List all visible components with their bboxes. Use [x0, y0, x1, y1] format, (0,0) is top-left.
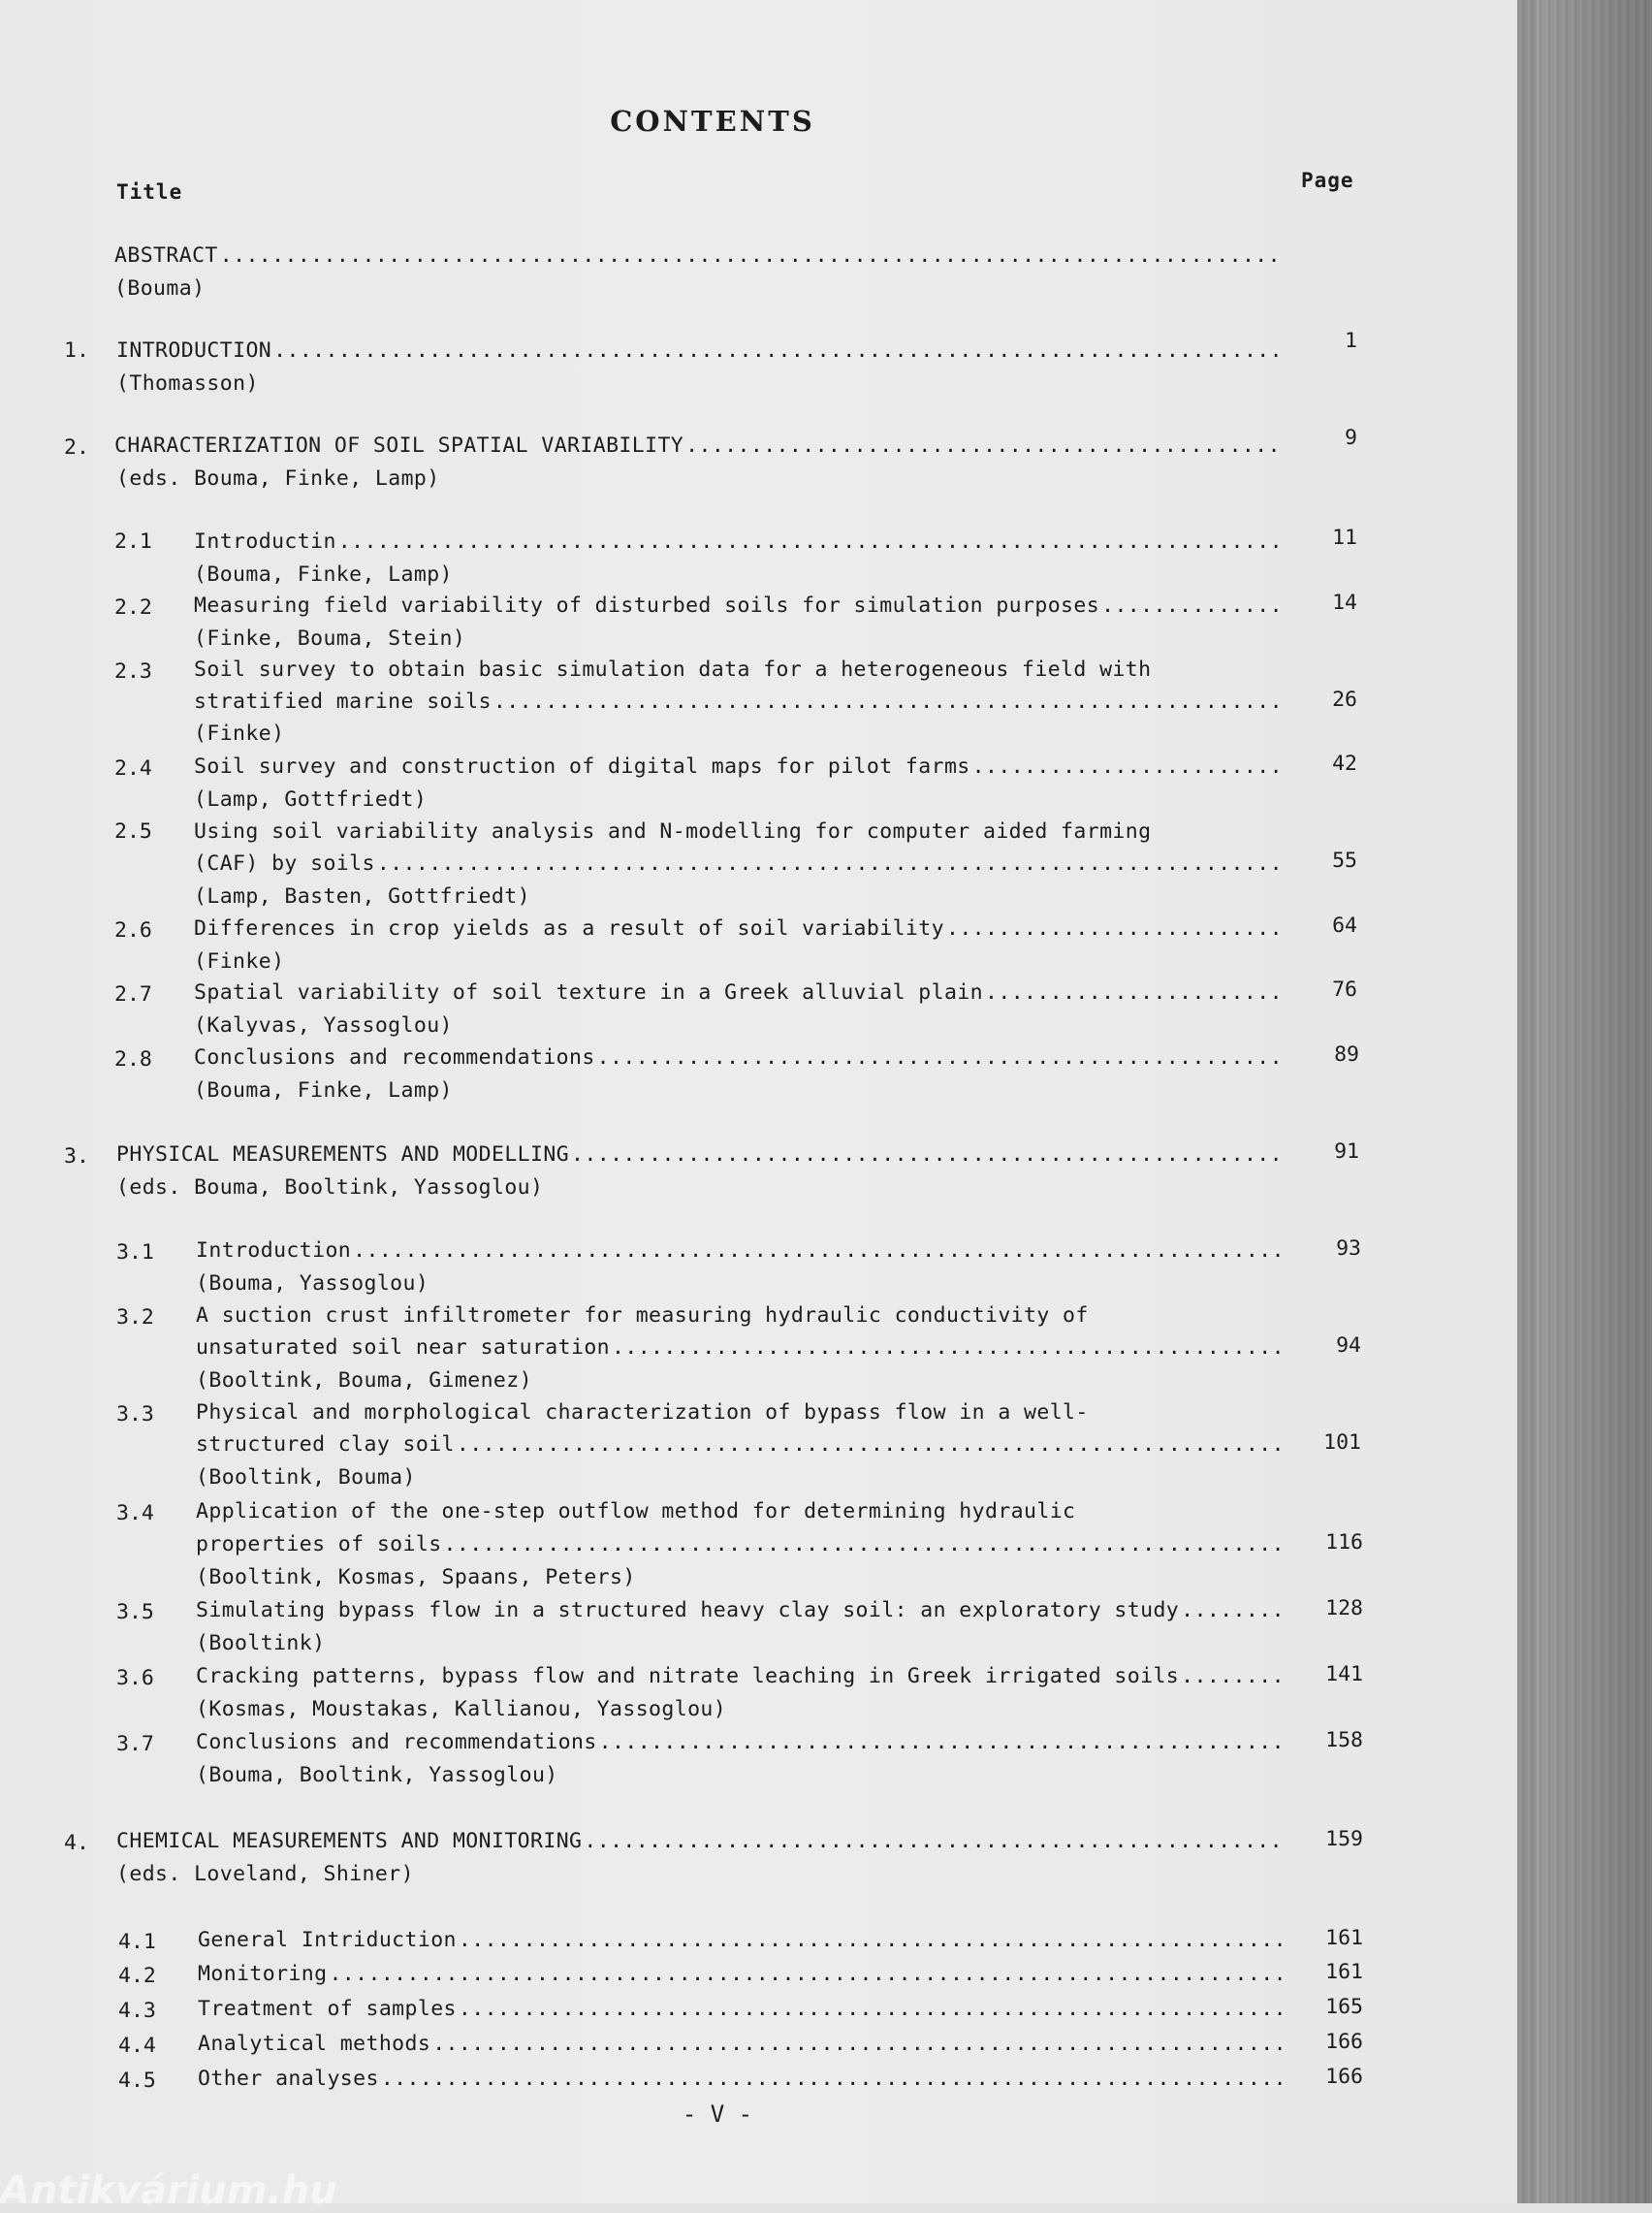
toc-entry-2-8: Conclusions and recommendations ..... — [194, 1045, 1282, 1070]
toc-number: 2.8 — [114, 1047, 152, 1072]
toc-title-line: Application of the one-step outflow method for determining hydraulic — [196, 1499, 1076, 1523]
toc-page: 141 — [1325, 1662, 1363, 1686]
toc-page: 94 — [1336, 1333, 1361, 1358]
toc-entry-2-3: stratified marine soils ..... — [194, 690, 1280, 714]
toc-entry-2-1: Introductin ..... — [194, 529, 1280, 554]
toc-number: 3.2 — [116, 1305, 154, 1330]
toc-number: 2.6 — [114, 918, 152, 943]
toc-page: 93 — [1336, 1236, 1361, 1261]
toc-number: 2.3 — [114, 659, 152, 684]
toc-number: 2.1 — [114, 529, 152, 554]
toc-number: 2.4 — [114, 756, 152, 781]
toc-number: 3.4 — [116, 1501, 154, 1525]
toc-entry-3-5: Simulating bypass flow in a structured heavy clay soil: an exploratory study ..... — [196, 1598, 1286, 1622]
toc-page: 128 — [1325, 1596, 1363, 1620]
toc-entry-4-4: Analytical methods ..... — [198, 2032, 1287, 2056]
watermark: Antikvárium.hu — [0, 2168, 337, 2213]
toc-entry-3-3: structured clay soil ..... — [196, 1432, 1284, 1457]
toc-page: 91 — [1334, 1139, 1359, 1164]
toc-author: (Lamp, Gottfriedt) — [194, 787, 428, 812]
toc-entry-4-2: Monitoring ..... — [198, 1962, 1287, 1986]
toc-title-line: Soil survey to obtain basic simulation data for a heterogeneous field with — [194, 657, 1152, 682]
column-header-page: Page — [1301, 169, 1354, 192]
toc-page: 158 — [1325, 1728, 1363, 1752]
toc-page: 14 — [1332, 591, 1357, 615]
toc-author: (Booltink) — [196, 1631, 326, 1655]
toc-entry-2-6: Differences in crop yields as a result of soil variability ..... — [194, 916, 1280, 941]
toc-number: 4.3 — [118, 1999, 156, 2023]
toc-title-line: A suction crust infiltrometer for measuring hydraulic conductivity of — [196, 1303, 1089, 1328]
column-header-title: Title — [116, 180, 183, 204]
toc-entry-section-4: CHEMICAL MEASUREMENTS AND MONITORING ..... — [116, 1829, 1286, 1853]
toc-author: (Finke, Bouma, Stein) — [194, 626, 466, 651]
toc-entry-3-7: Conclusions and recommendations ..... — [196, 1730, 1286, 1754]
toc-number: 3.3 — [116, 1402, 154, 1427]
toc-number: 4.2 — [118, 1964, 156, 1988]
toc-author: (Finke) — [194, 722, 285, 746]
page-title: CONTENTS — [610, 105, 815, 138]
toc-number: 2.7 — [114, 982, 152, 1007]
toc-author: (Finke) — [194, 949, 285, 974]
toc-entry-2-5: (CAF) by soils ..... — [194, 851, 1280, 876]
toc-number: 4.1 — [118, 1930, 156, 1954]
toc-page: 42 — [1332, 752, 1357, 776]
toc-page: 161 — [1325, 1926, 1363, 1950]
toc-page: 166 — [1325, 2030, 1363, 2054]
toc-number: 2.2 — [114, 595, 152, 620]
toc-entry-2-7: Spatial variability of soil texture in a Greek alluvial plain ..... — [194, 980, 1280, 1005]
toc-entry-3-6: Cracking patterns, bypass flow and nitrate leaching in Greek irrigated soils ..... — [196, 1664, 1286, 1688]
toc-number: 4.4 — [118, 2034, 156, 2058]
toc-author: (Booltink, Bouma, Gimenez) — [196, 1368, 532, 1393]
toc-page: 55 — [1332, 849, 1357, 873]
toc-number: 3. — [64, 1144, 89, 1169]
toc-entry-3-2: unsaturated soil near saturation ..... — [196, 1335, 1284, 1360]
toc-author: (Kalyvas, Yassoglou) — [194, 1013, 453, 1038]
toc-page: 76 — [1332, 978, 1357, 1002]
toc-author: (Booltink, Bouma) — [196, 1465, 416, 1490]
toc-author: (Kosmas, Moustakas, Kallianou, Yassoglou) — [196, 1697, 727, 1721]
toc-number: 2. — [64, 435, 89, 460]
toc-number: 3.5 — [116, 1600, 154, 1624]
toc-author: (Bouma, Booltink, Yassoglou) — [196, 1763, 558, 1787]
toc-entry-section-2: CHARACTERIZATION OF SOIL SPATIAL VARIABILITY ..... — [114, 433, 1278, 458]
toc-entry-4-3: Treatment of samples ..... — [198, 1997, 1287, 2021]
toc-page: 26 — [1332, 688, 1357, 712]
toc-number: 4. — [64, 1831, 89, 1855]
toc-entry-4-5: Other analyses ..... — [198, 2067, 1287, 2091]
toc-page: 9 — [1345, 426, 1357, 450]
toc-page: 166 — [1325, 2065, 1363, 2089]
toc-entry-2-4: Soil survey and construction of digital maps for pilot farms ..... — [194, 754, 1280, 779]
toc-entry-3-4: properties of soils ..... — [196, 1532, 1286, 1556]
toc-author: (Bouma, Finke, Lamp) — [194, 1078, 453, 1103]
toc-entry-abstract: ABSTRACT ..... — [114, 243, 1278, 268]
toc-author: (Bouma) — [114, 276, 206, 301]
toc-number: 3.1 — [116, 1240, 154, 1265]
toc-title-line: Physical and morphological characterization of bypass flow in a well- — [196, 1400, 1089, 1425]
book-edge — [1517, 0, 1652, 2203]
toc-entry-3-1: Introduction ..... — [196, 1238, 1284, 1263]
toc-entry-introduction: INTRODUCTION ..... — [116, 338, 1278, 363]
toc-page: 101 — [1323, 1430, 1361, 1455]
toc-entry-2-2: Measuring field variability of disturbed soils for simulation purposes ..... — [194, 593, 1280, 618]
toc-number: 4.5 — [118, 2069, 156, 2093]
toc-page: 11 — [1332, 526, 1357, 550]
toc-entry-section-3: PHYSICAL MEASUREMENTS AND MODELLING ..... — [116, 1142, 1282, 1167]
toc-page: 1 — [1345, 329, 1357, 353]
toc-page: 64 — [1332, 914, 1357, 938]
toc-page: 161 — [1325, 1960, 1363, 1984]
toc-title-line: Using soil variability analysis and N-modelling for computer aided farming — [194, 819, 1152, 844]
toc-number: 3.7 — [116, 1732, 154, 1756]
toc-number: 2.5 — [114, 819, 152, 844]
toc-author: (Lamp, Basten, Gottfriedt) — [194, 884, 530, 909]
toc-page: 89 — [1334, 1042, 1359, 1067]
toc-author: (eds. Loveland, Shiner) — [116, 1862, 414, 1886]
toc-author: (eds. Bouma, Finke, Lamp) — [116, 466, 440, 491]
toc-author: (Bouma, Finke, Lamp) — [194, 562, 453, 587]
toc-author: (eds. Bouma, Booltink, Yassoglou) — [116, 1175, 544, 1200]
toc-author: (Booltink, Kosmas, Spaans, Peters) — [196, 1565, 636, 1589]
toc-entry-4-1: General Intriduction ..... — [198, 1928, 1287, 1952]
page-number-footer: - V - — [682, 2101, 753, 2128]
toc-number: 1. — [64, 338, 89, 363]
toc-author: (Thomasson) — [116, 371, 259, 396]
toc-page: 116 — [1325, 1530, 1363, 1555]
toc-page: 159 — [1325, 1827, 1363, 1851]
toc-page: 165 — [1325, 1995, 1363, 2019]
toc-number: 3.6 — [116, 1666, 154, 1690]
toc-author: (Bouma, Yassoglou) — [196, 1271, 429, 1296]
